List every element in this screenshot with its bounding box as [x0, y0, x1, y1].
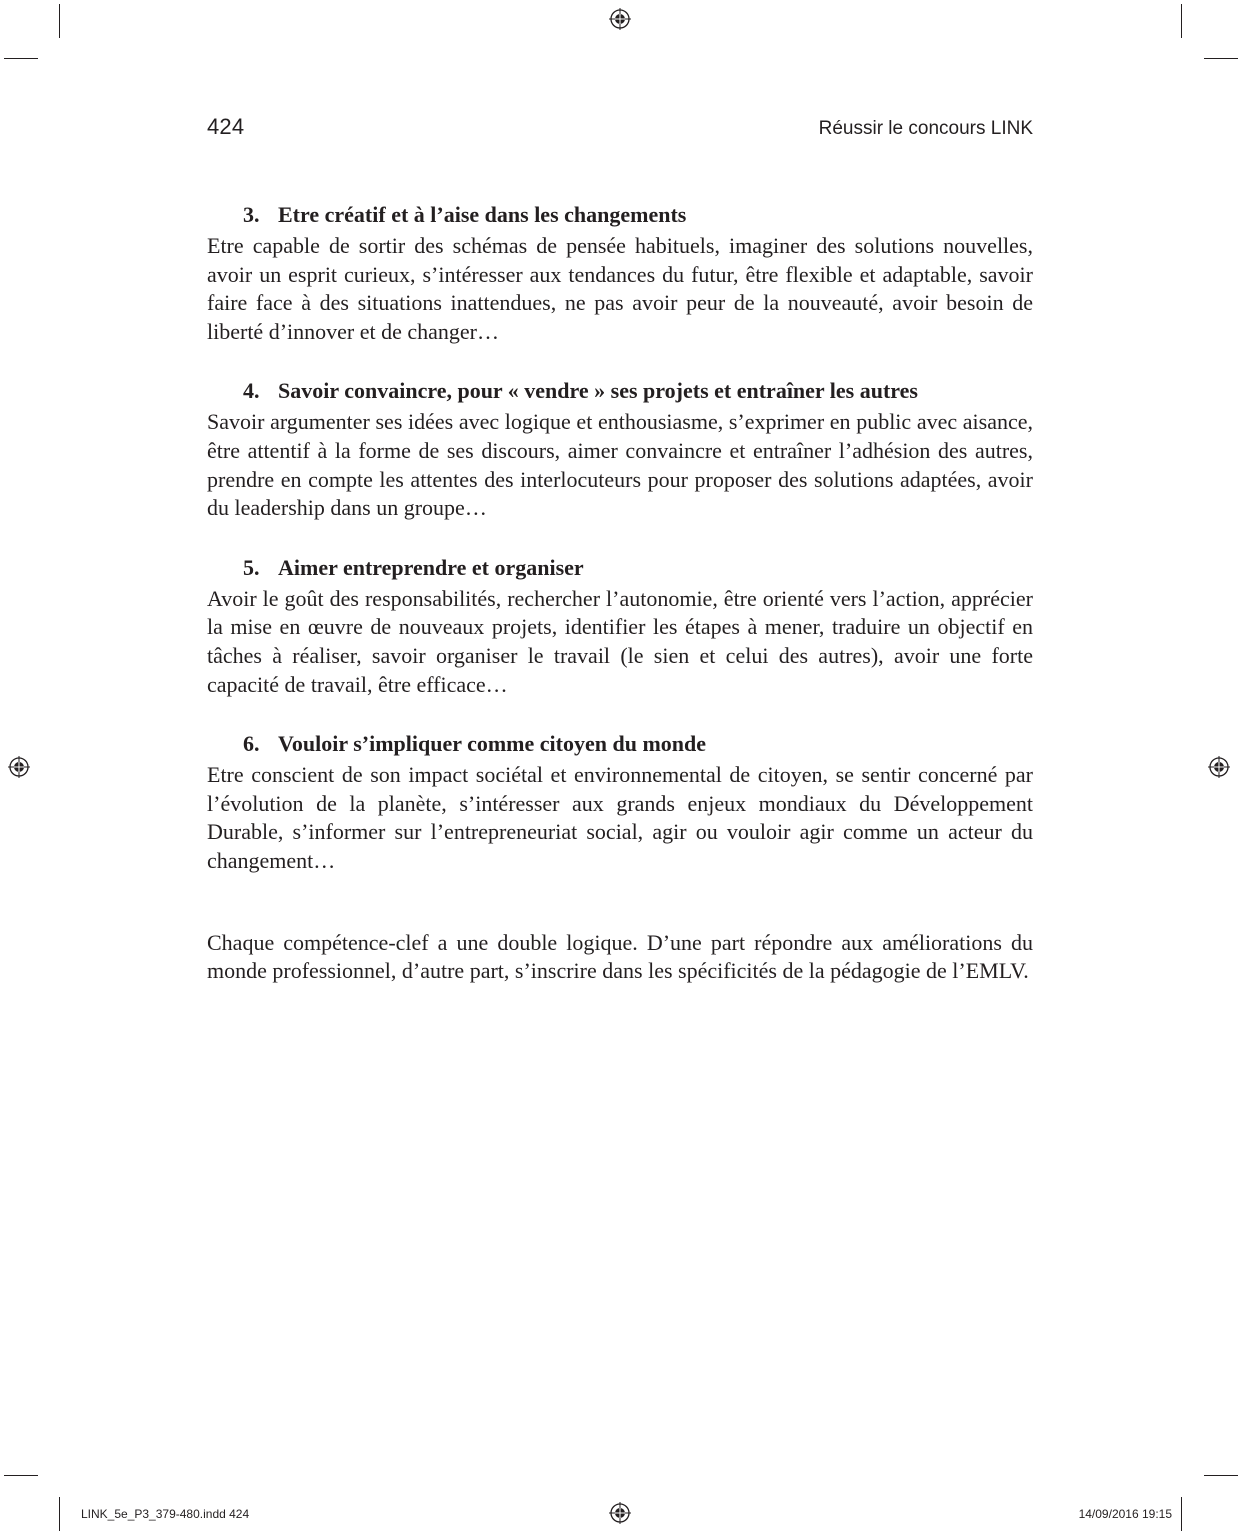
registration-mark-icon	[8, 756, 30, 778]
section-body: Avoir le goût des responsabilités, rechercher l’autonomie, être orienté vers l’action, apprécier la mise en œuvre de nouveaux projets, identifier les étapes à mener, traduire un objectif en tâches à réaliser, savoir organiser le travail (le sien et celui des autres), avoir une forte capacité de travail, être efficace…	[207, 585, 1033, 697]
section-heading	[207, 729, 1033, 758]
crop-mark	[4, 58, 38, 59]
crop-mark	[1204, 58, 1238, 59]
slug-datetime: 14/09/2016 19:15	[1078, 1507, 1172, 1521]
crop-mark	[1181, 1497, 1182, 1531]
crop-mark	[59, 4, 60, 38]
section-title: Vouloir s’impliquer comme citoyen du monde	[278, 731, 707, 757]
section-3	[207, 200, 1033, 346]
page-number: 424	[207, 114, 245, 139]
crop-mark	[4, 1475, 38, 1476]
section-heading	[207, 376, 1033, 405]
section-title: Savoir convaincre, pour « vendre » ses projets et entraîner les autres	[278, 378, 918, 404]
closing-paragraph: Chaque compétence-clef a une double logique. D’une part répondre aux améliorations du monde professionnel, d’autre part, s’inscrire dans les spécificités de la pédagogie de l’EMLV.	[207, 929, 1033, 984]
section-number: 4.	[243, 378, 260, 404]
slug-filename: LINK_5e_P3_379-480.indd 424	[81, 1507, 250, 1521]
section-number: 3.	[243, 202, 260, 227]
crop-mark	[59, 1497, 60, 1531]
crop-mark	[1204, 1475, 1238, 1476]
section-number: 5.	[243, 554, 260, 580]
section-heading	[207, 200, 1033, 229]
section-body: Etre conscient de son impact sociétal et environnemental de citoyen, se sentir concerné par l’évolution de la planète, s’intéresser aux grands enjeux mondiaux du Développement Durable, s’informer sur l’entrepreneuriat social, agir ou vouloir agir comme un acteur du changement…	[207, 762, 1033, 873]
section-number: 6.	[243, 731, 260, 757]
registration-mark-icon	[609, 1502, 631, 1524]
page-content	[207, 200, 1033, 986]
registration-mark-icon	[609, 8, 631, 30]
section-heading	[207, 553, 1033, 582]
section-4	[207, 376, 1033, 522]
section-body: Savoir argumenter ses idées avec logique et enthousiasme, s’exprimer en public avec aisance, être attentif à la forme de ses discours, aimer convaincre et entraîner l’adhésion des autres, prendre en compte les attentes des interlocuteurs pour proposer des solutions adaptées, avoir du leadership dans un groupe…	[207, 409, 1033, 521]
section-5	[207, 553, 1033, 699]
section-body: Etre capable de sortir des schémas de pensée habituels, imaginer des solutions nouvelles, avoir un esprit curieux, s’intéresser aux tendances du futur, être flexible et adaptable, savoir faire face à des situations inattendues, ne pas avoir peur de la nouveauté, avoir besoin de liberté d’innover et de changer…	[207, 233, 1033, 344]
registration-mark-icon	[1208, 756, 1230, 778]
crop-mark	[1181, 4, 1182, 38]
running-title: Réussir le concours LINK	[818, 118, 1033, 139]
section-title: Etre créatif et à l’aise dans les changements	[278, 202, 687, 227]
section-title: Aimer entreprendre et organiser	[278, 554, 584, 580]
section-6	[207, 729, 1033, 875]
